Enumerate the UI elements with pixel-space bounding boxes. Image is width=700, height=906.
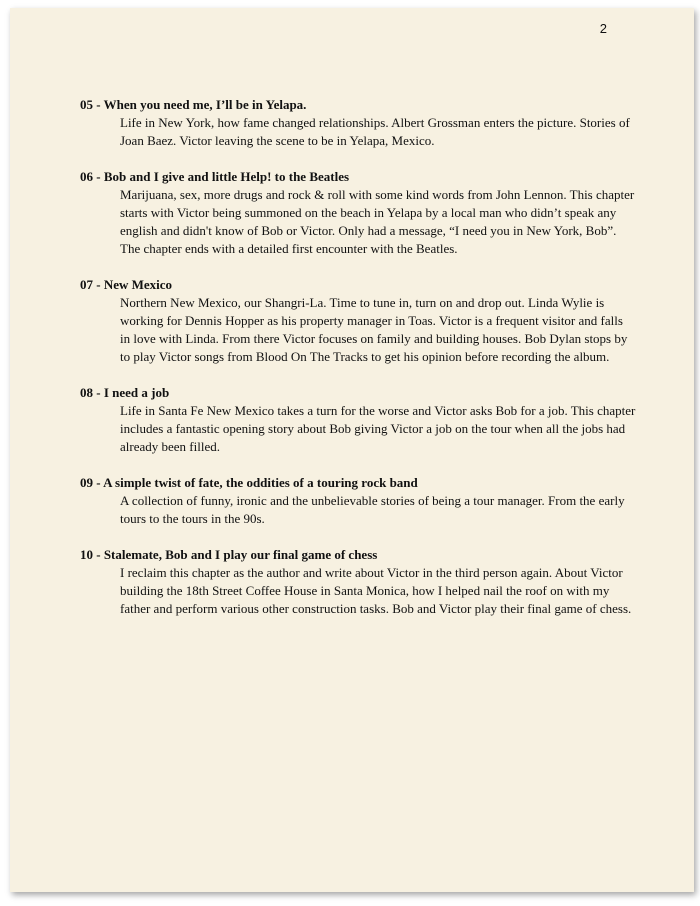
page-number: 2 — [599, 21, 607, 36]
chapter-09 — [80, 474, 636, 528]
chapter-title: 07 - New Mexico — [80, 277, 173, 292]
chapter-title: 08 - I need a job — [80, 385, 170, 400]
chapter-06 — [80, 168, 636, 258]
chapter-07 — [80, 276, 636, 366]
chapter-title: 09 - A simple twist of fate, the oddities of a touring rock band — [80, 475, 418, 490]
chapter-10 — [80, 546, 636, 618]
chapter-05 — [80, 96, 636, 150]
chapter-title: 06 - Bob and I give and little Help! to the Beatles — [80, 169, 350, 184]
chapter-summary: I reclaim this chapter as the author and write about Victor in the third person again. About Victor building the 18th Street Coffee House in Santa Monica, how I helped nail the roof on with my father and perform various other construction tasks. Bob and Victor play their final game of chess. — [120, 565, 632, 616]
chapter-summary: Life in Santa Fe New Mexico takes a turn for the worse and Victor asks Bob for a job. This chapter includes a fantastic opening story about Bob giving Victor a job on the tour when all the jobs had already been filled. — [120, 403, 636, 454]
chapter-list — [80, 96, 636, 636]
chapter-title: 05 - When you need me, I’ll be in Yelapa. — [80, 97, 307, 112]
chapter-08 — [80, 384, 636, 456]
document-page — [10, 8, 694, 892]
chapter-summary: A collection of funny, ironic and the unbelievable stories of being a tour manager. From the early tours to the tours in the 90s. — [120, 493, 625, 526]
chapter-title: 10 - Stalemate, Bob and I play our final game of chess — [80, 547, 378, 562]
chapter-summary: Northern New Mexico, our Shangri-La. Time to tune in, turn on and drop out. Linda Wylie is working for Dennis Hopper as his property manager in Toas. Victor is a frequent visitor and falls in love with Linda. From there Victor focuses on family and building houses. Bob Dylan stops by to play Victor songs from Blood On The Tracks to get his opinion before recording the album. — [120, 295, 628, 364]
chapter-summary: Life in New York, how fame changed relationships. Albert Grossman enters the picture. Stories of Joan Baez. Victor leaving the scene to be in Yelapa, Mexico. — [120, 115, 630, 148]
chapter-summary: Marijuana, sex, more drugs and rock & roll with some kind words from John Lennon. This chapter starts with Victor being summoned on the beach in Yelapa by a local man who didn’t speak any english and didn't know of Bob or Victor. Only had a message, “I need you in New York, Bob”. The chapter ends with a detailed first encounter with the Beatles. — [120, 187, 635, 256]
